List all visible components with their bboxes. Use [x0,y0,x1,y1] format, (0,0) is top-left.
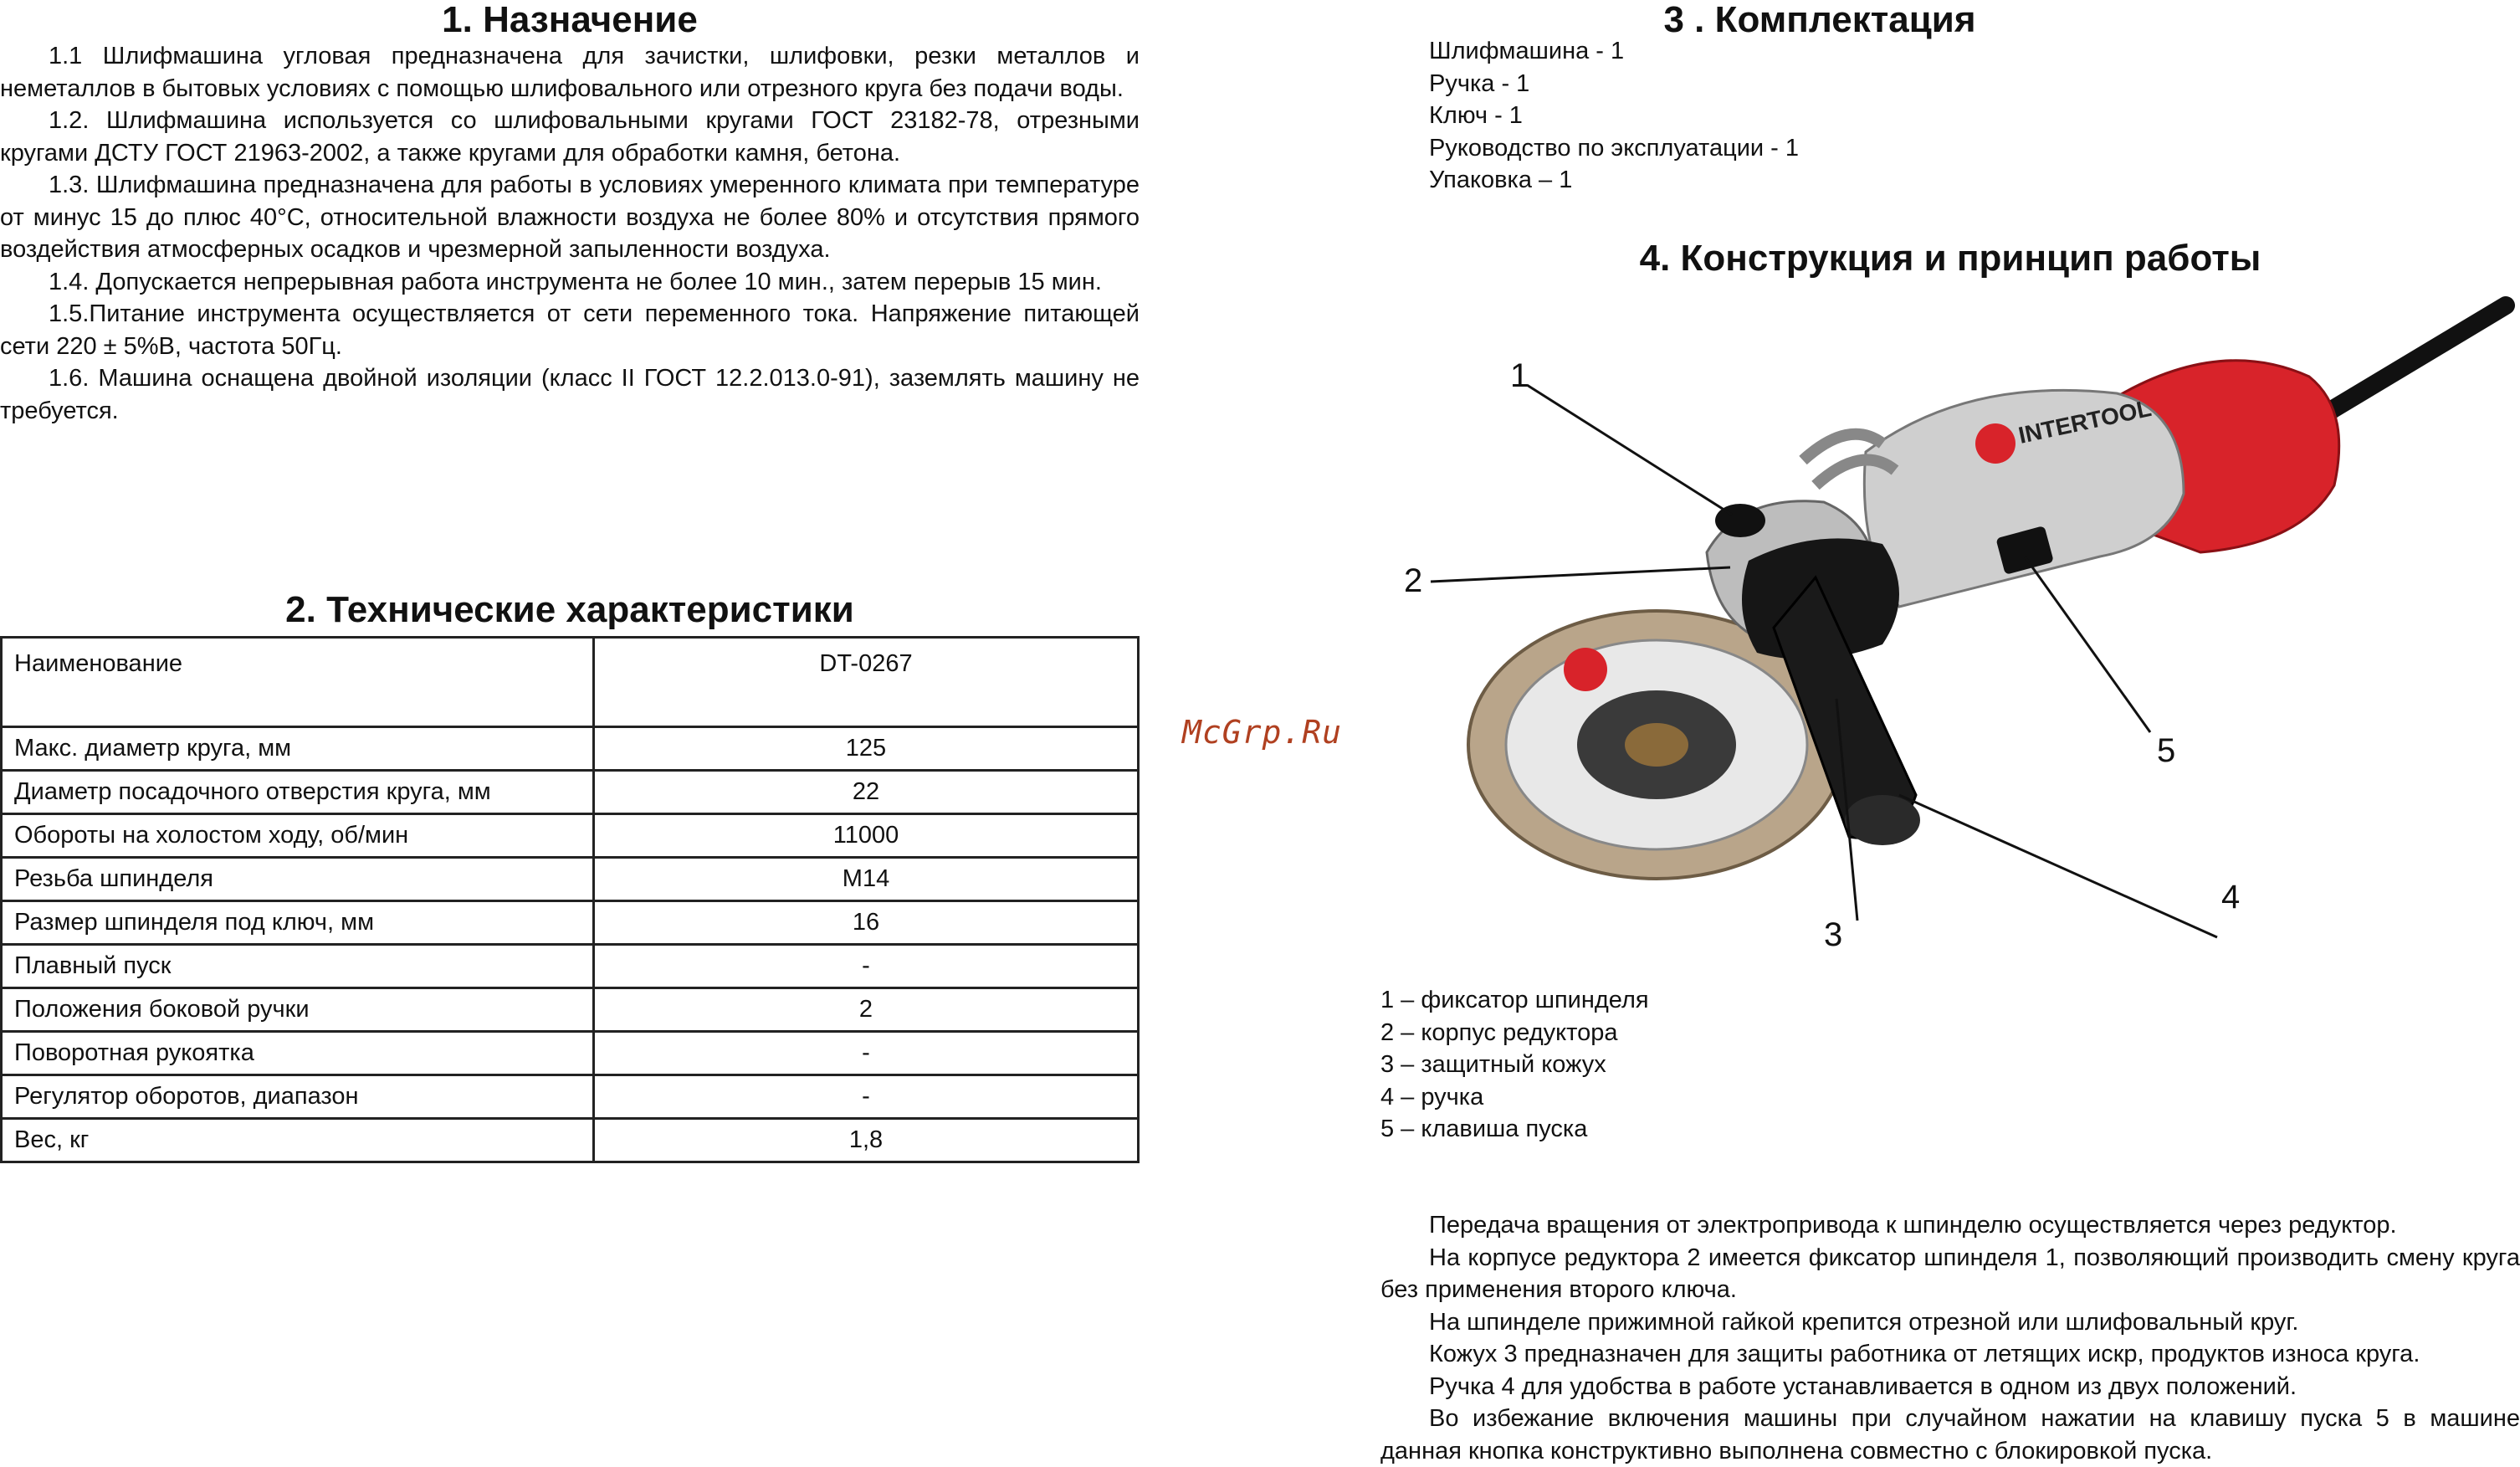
legend-item: 2 – корпус редуктора [1380,1018,1618,1046]
section4-title: 4. Конструкция и принцип работы [1639,238,2261,279]
grinder-figure [1380,276,2520,962]
callout-2: 2 [1404,562,1423,599]
spec-value: - [594,945,1139,988]
spec-value: 125 [594,727,1139,771]
paragraph-1-3: 1.3. Шлифмашина предназначена для работы в условиях умеренного климата при температуре от минус 15 до плюс 40°С, относительной влажности воздуха не более 80% и отсутствия прямого воздействия атмосферных осадков и чрезмерной запыленности воздуха. [0,172,1140,263]
section4-body [1380,1209,2520,1467]
paragraph-4-3: На шпинделе прижимной гайкой крепится отрезной или шлифовальный круг. [1429,1308,2299,1336]
table-row [2,1075,1139,1119]
spec-name: Размер шпинделя под ключ, мм [2,901,594,945]
paragraph-1-6: 1.6. Машина оснащена двойной изоляции (класс II ГОСТ 12.2.013.0-91), заземлять машину не требуется. [0,365,1140,424]
table-row [2,814,1139,858]
paragraph-4-6: Во избежание включения машины при случайном нажатии на клавишу пуска 5 в машине данная кнопка конструктивно выполнена совместно с блокировкой пуска. [1380,1405,2520,1464]
table-row [2,1119,1139,1162]
table-row [2,771,1139,814]
spec-value: 11000 [594,814,1139,858]
paragraph-4-2: На корпусе редуктора 2 имеется фиксатор шпинделя 1, позволяющий производить смену круга без применения второго ключа. [1380,1244,2520,1303]
table-row [2,901,1139,945]
power-cord [2318,305,2506,418]
spec-name: Плавный пуск [2,945,594,988]
list-item: Ручка - 1 [1429,69,1530,97]
legend-item: 1 – фиксатор шпинделя [1380,987,1649,1013]
brand-label: INTERTOOL [2015,395,2154,449]
callout-3: 3 [1824,916,1843,953]
spec-name: Поворотная рукоятка [2,1032,594,1075]
brand-logo-icon [1975,423,2015,464]
kit-list [1429,35,1799,197]
section1-body [0,40,1140,427]
legend-item: 3 – защитный кожух [1380,1051,1606,1078]
table-row [2,638,1139,727]
list-item: Шлифмашина - 1 [1429,38,1625,64]
paragraph-1-4: 1.4. Допускается непрерывная работа инструмента не более 10 мин., затем перерыв 15 мин. [49,268,1102,295]
table-row [2,988,1139,1032]
left-column [0,0,1140,1153]
paragraph-4-4: Кожух 3 предназначен для защиты работника от летящих искр, продуктов износа круга. [1429,1341,2420,1367]
spec-name: Диаметр посадочного отверстия круга, мм [2,771,594,814]
paragraph-4-1: Передача вращения от электропривода к шпинделю осуществляется через редуктор. [1429,1212,2397,1239]
watermark: McGrp.Ru [1182,714,1343,751]
spec-value: - [594,1075,1139,1119]
list-item: Ключ - 1 [1429,102,1523,129]
spec-name: Положения боковой ручки [2,988,594,1032]
spec-name: Макс. диаметр круга, мм [2,727,594,771]
spec-value: 16 [594,901,1139,945]
spec-name: Регулятор оборотов, диапазон [2,1075,594,1119]
paragraph-1-5: 1.5.Питание инструмента осуществляется от сети переменного тока. Напряжение питающей сети 220 ± 5%В, частота 50Гц. [0,300,1140,360]
legend-item: 4 – ручка [1380,1083,1484,1111]
callout-4: 4 [2221,879,2241,916]
spec-name: Вес, кг [2,1119,594,1162]
paragraph-1-2: 1.2. Шлифмашина используется со шлифовальными кругами ГОСТ 23182-78, отрезными кругами ДСТУ ГОСТ 21963-2002, а также кругами для обработки камня, бетона. [0,107,1140,167]
spec-name: Резьба шпинделя [2,858,594,901]
figure-legend [1380,984,1649,1146]
spec-value: - [594,1032,1139,1075]
angle-grinder-illustration [1380,276,2520,962]
section2-title: 2. Технические характеристики [285,589,854,630]
spec-name: Обороты на холостом ходу, об/мин [2,814,594,858]
section1-title: 1. Назначение [442,0,698,40]
spec-value: DT-0267 [594,638,1139,727]
spec-value: 2 [594,988,1139,1032]
callout-5: 5 [2157,732,2176,769]
spec-value: М14 [594,858,1139,901]
list-item: Упаковка – 1 [1429,167,1573,193]
spec-value: 1,8 [594,1119,1139,1162]
callout-1: 1 [1510,357,1529,394]
section3-title: 3 . Комплектация [1663,0,1976,40]
table-row [2,945,1139,988]
handle-end-cap [1845,795,1920,845]
paragraph-1-1: 1.1 Шлифмашина угловая предназначена для зачистки, шлифовки, резки металлов и неметаллов в бытовых условиях с помощью шлифовального или отрезного круга без подачи воды. [0,43,1140,102]
spec-name: Наименование [2,638,594,727]
spec-value: 22 [594,771,1139,814]
list-item: Руководство по эксплуатации - 1 [1429,134,1800,162]
table-row [2,1032,1139,1075]
spec-table [0,636,1140,1163]
table-row [2,858,1139,901]
paragraph-4-5: Ручка 4 для удобства в работе устанавливается в одном из двух положений. [1429,1372,2297,1400]
table-row [2,727,1139,771]
legend-item: 5 – клавиша пуска [1380,1116,1588,1142]
